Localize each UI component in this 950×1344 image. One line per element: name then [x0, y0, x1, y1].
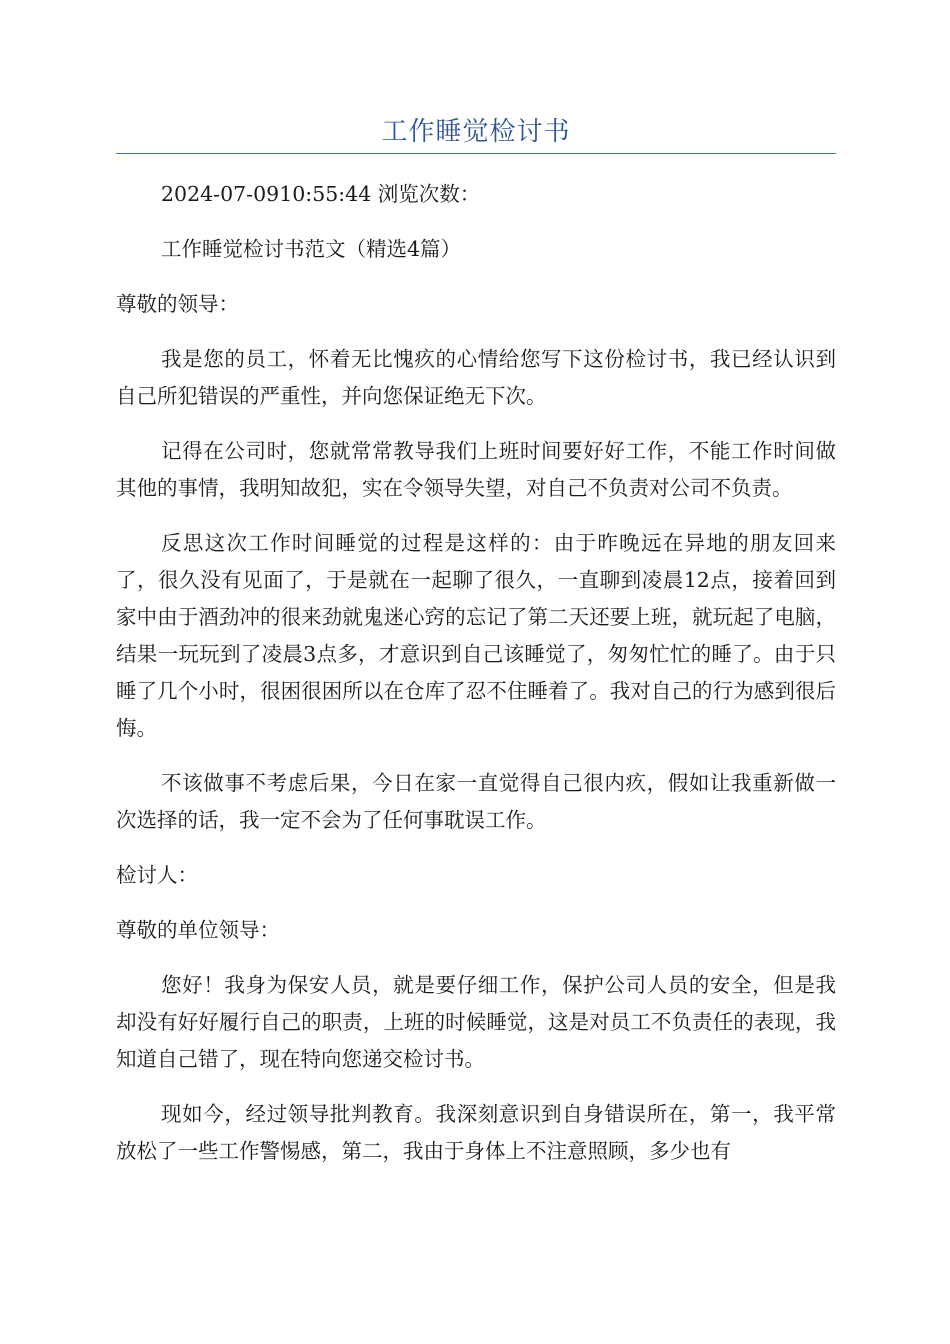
paragraph: 现如今，经过领导批判教育。我深刻意识到自身错误所在，第一，我平常放松了一些工作警惕感，第二，我由于身体上不注意照顾，多少也有: [116, 1102, 836, 1163]
paragraph: 您好！我身为保安人员，就是要仔细工作，保护公司人员的安全，但是我却没有好好履行自己的职责，上班的时候睡觉，这是对员工不负责任的表现，我知道自己错了，现在特向您递交检讨书。: [116, 973, 836, 1071]
document-page: [116, 0, 836, 1344]
paragraph: 我是您的员工，怀着无比愧疚的心情给您写下这份检讨书，我已经认识到自己所犯错误的严重性，并向您保证绝无下次。: [116, 347, 836, 408]
paragraph-salutation: 尊敬的领导：: [116, 292, 239, 316]
paragraph-salutation: 尊敬的单位领导：: [116, 918, 280, 942]
document-title: 工作睡觉检讨书: [381, 117, 571, 147]
document-body: [116, 176, 836, 1188]
document-subtitle: 工作睡觉检讨书范文（精选4篇）: [161, 237, 462, 261]
title-underline: [116, 153, 836, 154]
paragraph: 不该做事不考虑后果，今日在家一直觉得自己很内疚，假如让我重新做一次选择的话，我一定不会为了任何事耽误工作。: [116, 771, 836, 832]
paragraph: 记得在公司时，您就常常教导我们上班时间要好好工作，不能工作时间做其他的事情，我明知故犯，实在令领导失望，对自己不负责对公司不负责。: [116, 439, 836, 500]
meta-line: 2024-07-0910:55:44 浏览次数：: [161, 182, 481, 206]
paragraph-signature: 检讨人：: [116, 863, 198, 887]
paragraph: 反思这次工作时间睡觉的过程是这样的：由于昨晚远在异地的朋友回来了，很久没有见面了，于是就在一起聊了很久，一直聊到凌晨12点，接着回到家中由于酒劲冲的很来劲就鬼迷心窍的忘记了第二天还要上班，就玩起了电脑，结果一玩玩到了凌晨3点多，才意识到自己该睡觉了，匆匆忙忙的睡了。由于只睡了几个小时，很困很困所以在仓库了忍不住睡着了。我对自己的行为感到很后悔。: [116, 531, 836, 740]
